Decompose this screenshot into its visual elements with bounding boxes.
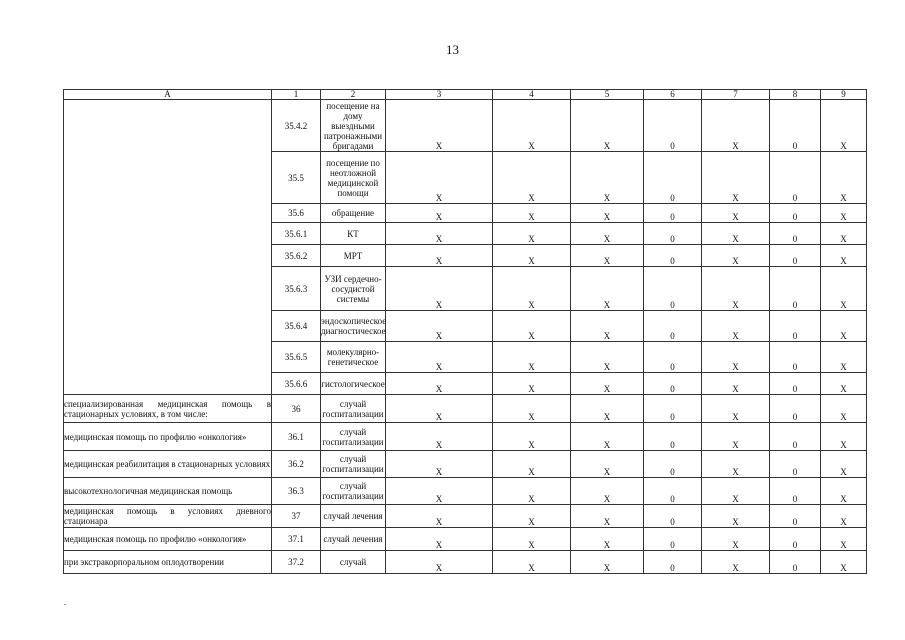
value-cell-col-5: Х — [571, 505, 644, 528]
value-cell-col-9: Х — [821, 373, 867, 395]
value-cell-col-3: Х — [386, 505, 493, 528]
header-col-7: 7 — [702, 90, 770, 100]
value-cell-col-4: Х — [493, 152, 571, 204]
value-cell-col-7: Х — [702, 505, 770, 528]
value-cell-col-8: 0 — [770, 245, 821, 267]
value-cell-col-5: Х — [571, 478, 644, 505]
table-row — [64, 100, 867, 152]
row-code-cell: 35.6.6 — [272, 373, 321, 395]
row-code-cell: 35.6.4 — [272, 311, 321, 342]
value-cell-col-8: 0 — [770, 528, 821, 551]
row-code-cell: 35.5 — [272, 152, 321, 204]
value-cell-col-9: Х — [821, 267, 867, 311]
value-cell-col-5: Х — [571, 342, 644, 373]
value-cell-col-7: Х — [702, 395, 770, 423]
row-code-cell: 36.2 — [272, 451, 321, 478]
row-code-cell: 35.6.3 — [272, 267, 321, 311]
value-cell-col-6: 0 — [644, 551, 702, 574]
row-code-cell: 37.1 — [272, 528, 321, 551]
value-cell-col-8: 0 — [770, 505, 821, 528]
value-cell-col-7: Х — [702, 245, 770, 267]
row-unit-cell: эндоскопическое диагностическое — [321, 311, 386, 342]
row-code-cell: 37.2 — [272, 551, 321, 574]
value-cell-col-4: Х — [493, 100, 571, 152]
value-cell-col-3: Х — [386, 451, 493, 478]
value-cell-col-8: 0 — [770, 478, 821, 505]
value-cell-col-5: Х — [571, 423, 644, 451]
page-number: 13 — [446, 42, 459, 57]
value-cell-col-7: Х — [702, 342, 770, 373]
row-unit-cell: случай лечения — [321, 505, 386, 528]
scan-speck — [64, 604, 66, 605]
value-cell-col-7: Х — [702, 478, 770, 505]
row-name-cell: при экстракорпоральном оплодотворении — [64, 551, 272, 574]
value-cell-col-4: Х — [493, 551, 571, 574]
value-cell-col-6: 0 — [644, 478, 702, 505]
value-cell-col-8: 0 — [770, 152, 821, 204]
value-cell-col-4: Х — [493, 528, 571, 551]
value-cell-col-6: 0 — [644, 373, 702, 395]
header-col-a: А — [64, 90, 272, 100]
value-cell-col-8: 0 — [770, 395, 821, 423]
value-cell-col-9: Х — [821, 204, 867, 223]
row-unit-cell: посещение на дому выездными патронажными бригадами — [321, 100, 386, 152]
value-cell-col-3: Х — [386, 311, 493, 342]
value-cell-col-4: Х — [493, 311, 571, 342]
table-row — [64, 395, 867, 423]
row-unit-cell: случай лечения — [321, 528, 386, 551]
value-cell-col-8: 0 — [770, 342, 821, 373]
row-name-cell: специализированная медицинская помощь в стационарных условиях, в том числе: — [64, 395, 272, 423]
value-cell-col-5: Х — [571, 451, 644, 478]
value-cell-col-9: Х — [821, 478, 867, 505]
table-row — [64, 423, 867, 451]
value-cell-col-7: Х — [702, 423, 770, 451]
value-cell-col-3: Х — [386, 478, 493, 505]
value-cell-col-7: Х — [702, 152, 770, 204]
value-cell-col-7: Х — [702, 373, 770, 395]
value-cell-col-8: 0 — [770, 451, 821, 478]
value-cell-col-6: 0 — [644, 528, 702, 551]
value-cell-col-5: Х — [571, 245, 644, 267]
row-code-cell: 35.6.2 — [272, 245, 321, 267]
value-cell-col-8: 0 — [770, 551, 821, 574]
value-cell-col-5: Х — [571, 100, 644, 152]
value-cell-col-6: 0 — [644, 451, 702, 478]
table-row — [64, 551, 867, 574]
value-cell-col-5: Х — [571, 152, 644, 204]
value-cell-col-3: Х — [386, 100, 493, 152]
value-cell-col-6: 0 — [644, 342, 702, 373]
value-cell-col-9: Х — [821, 423, 867, 451]
value-cell-col-9: Х — [821, 245, 867, 267]
value-cell-col-9: Х — [821, 451, 867, 478]
table-row — [64, 528, 867, 551]
value-cell-col-4: Х — [493, 373, 571, 395]
row-code-cell: 37 — [272, 505, 321, 528]
value-cell-col-3: Х — [386, 267, 493, 311]
table-row — [64, 505, 867, 528]
value-cell-col-4: Х — [493, 245, 571, 267]
value-cell-col-4: Х — [493, 451, 571, 478]
value-cell-col-6: 0 — [644, 223, 702, 245]
value-cell-col-4: Х — [493, 223, 571, 245]
value-cell-col-3: Х — [386, 395, 493, 423]
row-unit-cell: случай — [321, 551, 386, 574]
value-cell-col-6: 0 — [644, 152, 702, 204]
value-cell-col-9: Х — [821, 342, 867, 373]
value-cell-col-6: 0 — [644, 395, 702, 423]
value-cell-col-6: 0 — [644, 505, 702, 528]
value-cell-col-3: Х — [386, 423, 493, 451]
row-unit-cell: посещение по неотложной медицинской помощи — [321, 152, 386, 204]
row-code-cell: 35.6.1 — [272, 223, 321, 245]
row-name-cell — [64, 100, 272, 395]
value-cell-col-4: Х — [493, 204, 571, 223]
value-cell-col-5: Х — [571, 311, 644, 342]
value-cell-col-3: Х — [386, 373, 493, 395]
row-unit-cell: УЗИ сердечно-сосудистой системы — [321, 267, 386, 311]
value-cell-col-5: Х — [571, 373, 644, 395]
row-code-cell: 35.4.2 — [272, 100, 321, 152]
header-col-1: 1 — [272, 90, 321, 100]
value-cell-col-6: 0 — [644, 267, 702, 311]
value-cell-col-3: Х — [386, 204, 493, 223]
value-cell-col-9: Х — [821, 100, 867, 152]
row-code-cell: 36 — [272, 395, 321, 423]
row-unit-cell: МРТ — [321, 245, 386, 267]
value-cell-col-8: 0 — [770, 267, 821, 311]
value-cell-col-9: Х — [821, 505, 867, 528]
row-unit-cell: КТ — [321, 223, 386, 245]
value-cell-col-3: Х — [386, 223, 493, 245]
value-cell-col-5: Х — [571, 223, 644, 245]
value-cell-col-4: Х — [493, 267, 571, 311]
value-cell-col-6: 0 — [644, 204, 702, 223]
row-unit-cell: гистологическое — [321, 373, 386, 395]
value-cell-col-4: Х — [493, 342, 571, 373]
row-code-cell: 35.6.5 — [272, 342, 321, 373]
row-unit-cell: случай госпитализации — [321, 423, 386, 451]
value-cell-col-4: Х — [493, 423, 571, 451]
value-cell-col-9: Х — [821, 152, 867, 204]
value-cell-col-7: Х — [702, 223, 770, 245]
value-cell-col-9: Х — [821, 311, 867, 342]
value-cell-col-9: Х — [821, 395, 867, 423]
value-cell-col-5: Х — [571, 395, 644, 423]
value-cell-col-5: Х — [571, 204, 644, 223]
value-cell-col-3: Х — [386, 551, 493, 574]
header-row — [64, 90, 867, 100]
value-cell-col-7: Х — [702, 551, 770, 574]
value-cell-col-9: Х — [821, 223, 867, 245]
value-cell-col-6: 0 — [644, 245, 702, 267]
header-col-9: 9 — [821, 90, 867, 100]
value-cell-col-6: 0 — [644, 100, 702, 152]
value-cell-col-3: Х — [386, 528, 493, 551]
value-cell-col-5: Х — [571, 551, 644, 574]
header-col-3: 3 — [386, 90, 493, 100]
row-unit-cell: случай госпитализации — [321, 478, 386, 505]
value-cell-col-7: Х — [702, 311, 770, 342]
value-cell-col-5: Х — [571, 267, 644, 311]
value-cell-col-3: Х — [386, 342, 493, 373]
value-cell-col-3: Х — [386, 245, 493, 267]
row-name-cell: высокотехнологичная медицинская помощь — [64, 478, 272, 505]
value-cell-col-5: Х — [571, 528, 644, 551]
header-col-4: 4 — [493, 90, 571, 100]
row-name-cell: медицинская помощь в условиях дневного стационара — [64, 506, 271, 526]
value-cell-col-8: 0 — [770, 373, 821, 395]
value-cell-col-4: Х — [493, 478, 571, 505]
table-row — [64, 451, 867, 478]
header-col-2: 2 — [321, 90, 386, 100]
value-cell-col-4: Х — [493, 505, 571, 528]
value-cell-col-4: Х — [493, 395, 571, 423]
row-unit-cell: молекулярно-генетическое — [321, 342, 386, 373]
row-code-cell: 36.3 — [272, 478, 321, 505]
value-cell-col-6: 0 — [644, 423, 702, 451]
value-cell-col-9: Х — [821, 528, 867, 551]
value-cell-col-8: 0 — [770, 204, 821, 223]
header-col-6: 6 — [644, 90, 702, 100]
row-name-cell: медицинская помощь по профилю «онкология» — [64, 528, 272, 551]
header-col-8: 8 — [770, 90, 821, 100]
value-cell-col-6: 0 — [644, 311, 702, 342]
row-unit-cell: обращение — [321, 204, 386, 223]
row-code-cell: 35.6 — [272, 204, 321, 223]
row-name-cell: медицинская помощь по профилю «онкология» — [64, 423, 272, 451]
value-cell-col-8: 0 — [770, 223, 821, 245]
value-cell-col-9: Х — [821, 551, 867, 574]
data-table — [63, 89, 867, 574]
value-cell-col-7: Х — [702, 528, 770, 551]
value-cell-col-7: Х — [702, 267, 770, 311]
value-cell-col-7: Х — [702, 100, 770, 152]
value-cell-col-8: 0 — [770, 311, 821, 342]
value-cell-col-3: Х — [386, 152, 493, 204]
value-cell-col-7: Х — [702, 451, 770, 478]
header-col-5: 5 — [571, 90, 644, 100]
value-cell-col-8: 0 — [770, 423, 821, 451]
value-cell-col-8: 0 — [770, 100, 821, 152]
value-cell-col-7: Х — [702, 204, 770, 223]
table-row — [64, 478, 867, 505]
row-unit-cell: случай госпитализации — [321, 395, 386, 423]
row-unit-cell: случай госпитализации — [321, 451, 386, 478]
row-name-cell: медицинская реабилитация в стационарных условиях — [64, 451, 272, 478]
row-code-cell: 36.1 — [272, 423, 321, 451]
